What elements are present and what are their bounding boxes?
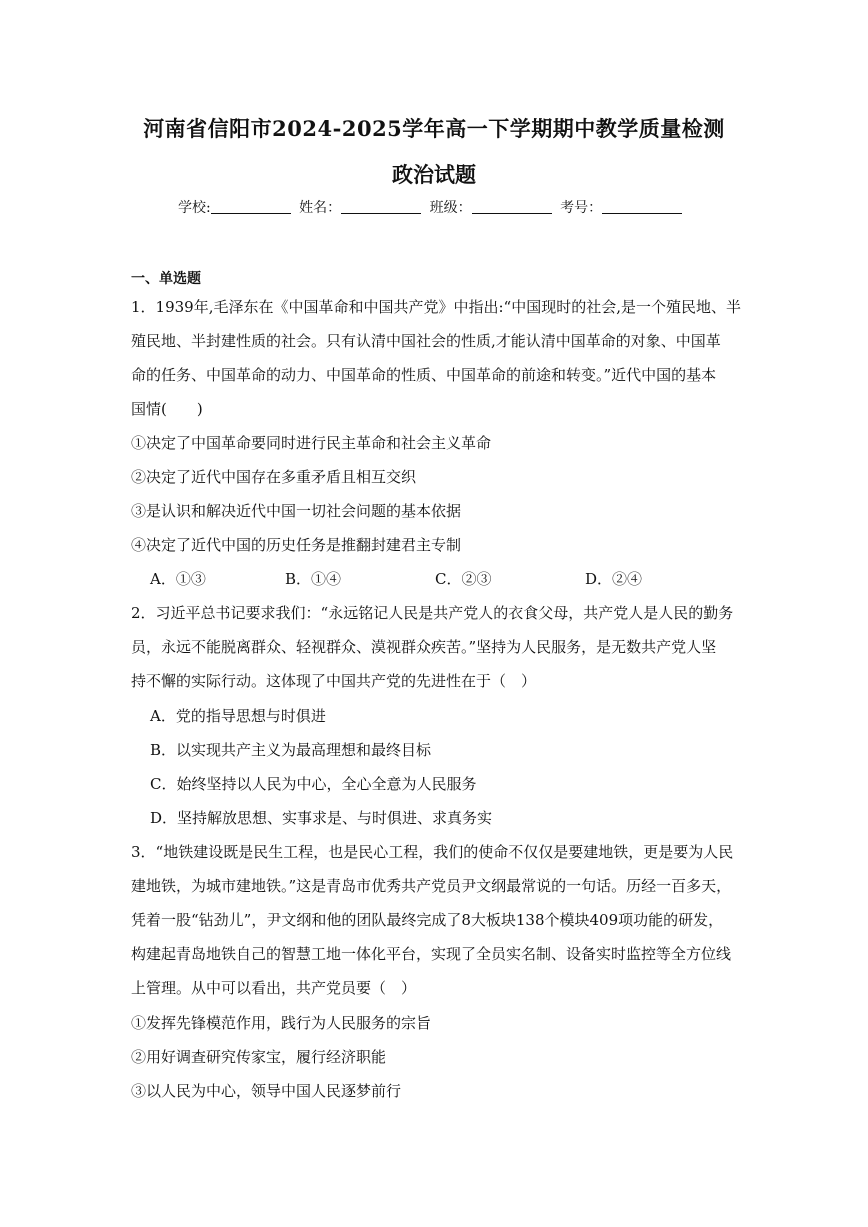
q2-option-b: B．以实现共产主义为最高理想和最终目标 [150,741,432,759]
q2-option-a: A．党的指导思想与时俱进 [150,707,326,725]
q3-statement: ①发挥先锋模范作用，践行为人民服务的宗旨 [131,1014,432,1032]
exam-subtitle: 政治试题 [392,162,476,187]
q1-option-c: C．②③ [435,570,492,588]
field-class-blank [472,199,552,214]
q1-option-b: B．①④ [285,570,342,588]
field-id-blank [602,199,682,214]
field-name-label: 姓名： [299,200,342,216]
field-school-label: 学校: [178,200,211,216]
field-name-blank [341,199,421,214]
field-school-blank [211,199,291,214]
q3-stem-line: 建地铁，为城市建地铁。”这是青岛市优秀共产党员尹文纲最常说的一句话。历经一百多天， [131,877,732,895]
q2-option-d: D．坚持解放思想、实事求是、与时俱进、求真务实 [150,809,493,827]
q3-stem-line: 上管理。从中可以看出，共产党员要（ ） [131,979,417,997]
q1-option-d: D．②④ [585,570,643,588]
q1-stem-line: 1．1939年,毛泽东在《中国革命和中国共产党》中指出:“中国现时的社会,是一个殖民地、半 [131,298,741,316]
q3-stem-line: 3．“地铁建设既是民生工程，也是民心工程，我们的使命不仅仅是要建地铁，更是要为人民 [131,843,734,861]
q1-option-a: A．①③ [150,570,206,588]
q1-statement: ①决定了中国革命要同时进行民主革命和社会主义革命 [131,434,492,452]
q1-stem-line: 殖民地、半封建性质的社会。只有认清中国社会的性质,才能认清中国革命的对象、中国革 [131,332,721,350]
q2-stem-line: 持不懈的实际行动。这体现了中国共产党的先进性在于（ ） [131,672,537,690]
field-id-label: 考号： [560,200,603,216]
q3-statement: ②用好调查研究传家宝，履行经济职能 [131,1048,387,1066]
q3-stem-line: 构建起青岛地铁自己的智慧工地一体化平台，实现了全员实名制、设备实时监控等全方位线 [131,945,732,963]
q1-stem-line: 国情( ) [131,400,203,418]
q1-stem-line: 命的任务、中国革命的动力、中国革命的性质、中国革命的前途和转变。”近代中国的基本 [131,366,717,384]
q2-stem-line: 员，永远不能脱离群众、轻视群众、漠视群众疾苦。”坚持为人民服务，是无数共产党人坚 [131,638,717,656]
field-class-label: 班级： [429,200,472,216]
section-title: 一、单选题 [131,271,201,287]
q3-stem-line: 凭着一股“钻劲儿”，尹文纲和他的团队最终完成了8大板块138个模块409项功能的研发， [131,911,724,929]
student-info-fields [178,197,686,217]
exam-title: 河南省信阳市2024-2025学年高一下学期期中教学质量检测 [143,116,725,141]
q1-statement: ②决定了近代中国存在多重矛盾且相互交织 [131,468,417,486]
q2-option-c: C．始终坚持以人民为中心，全心全意为人民服务 [150,775,477,793]
q3-statement: ③以人民为中心，领导中国人民逐梦前行 [131,1082,402,1100]
q1-statement: ③是认识和解决近代中国一切社会问题的基本依据 [131,502,462,520]
q1-statement: ④决定了近代中国的历史任务是推翻封建君主专制 [131,536,462,554]
q2-stem-line: 2．习近平总书记要求我们：“永远铭记人民是共产党人的衣食父母，共产党人是人民的勤务 [131,604,734,622]
